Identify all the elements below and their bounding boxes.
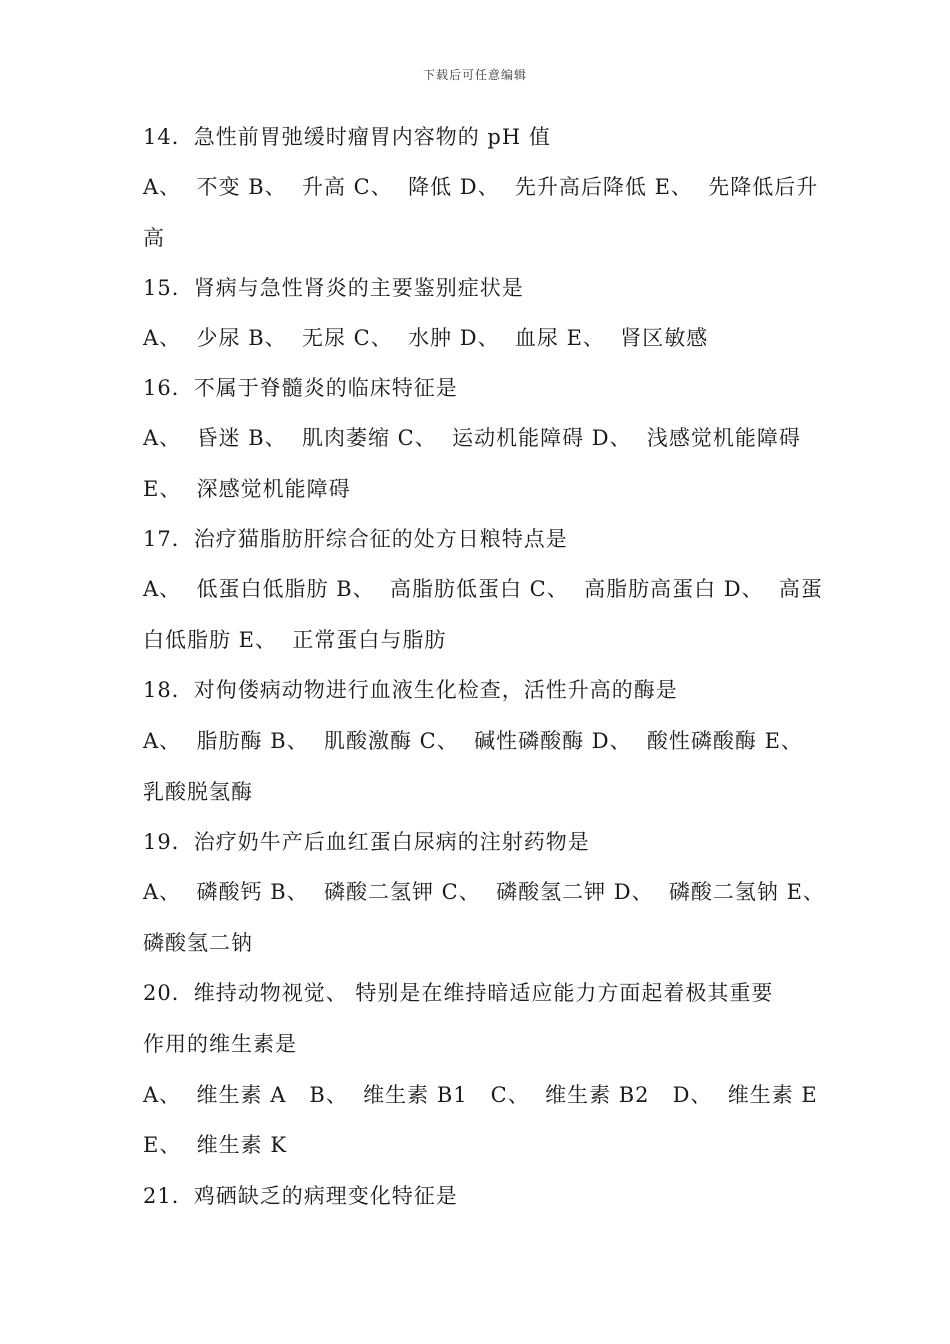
question-20-options: A、 维生素 A B、 维生素 B1 C、 维生素 B2 D、 维生素 E <box>143 1083 818 1107</box>
question-14-options: A、 不变 B、 升高 C、 降低 D、 先升高后降低 E、 先降低后升 <box>143 175 819 199</box>
question-19-stem: 19．治疗奶牛产后血红蛋白尿病的注射药物是 <box>143 830 590 854</box>
question-20-stem: 20．维持动物视觉、 特别是在维持暗适应能力方面起着极其重要 <box>143 981 774 1005</box>
question-14-options-cont: 高 <box>143 226 165 250</box>
question-19-options-cont: 磷酸氢二钠 <box>143 931 253 955</box>
question-17-options: A、 低蛋白低脂肪 B、 高脂肪低蛋白 C、 高脂肪高蛋白 D、 高蛋 <box>143 577 823 601</box>
question-17-options-cont: 白低脂肪 E、 正常蛋白与脂肪 <box>143 628 447 652</box>
question-18-options-cont: 乳酸脱氢酶 <box>143 780 253 804</box>
question-18-stem: 18．对佝偻病动物进行血液生化检查，活性升高的酶是 <box>143 678 678 702</box>
question-15-options: A、 少尿 B、 无尿 C、 水肿 D、 血尿 E、 肾区敏感 <box>143 326 709 350</box>
question-20-stem-cont: 作用的维生素是 <box>143 1032 297 1056</box>
question-16-stem: 16．不属于脊髓炎的临床特征是 <box>143 376 458 400</box>
question-14-stem: 14．急性前胃弛缓时瘤胃内容物的 pH 值 <box>143 125 551 149</box>
question-18-options: A、 脂肪酶 B、 肌酸激酶 C、 碱性磷酸酶 D、 酸性磷酸酶 E、 <box>143 729 803 753</box>
question-20-options-cont: E、 维生素 K <box>143 1133 288 1157</box>
question-16-options-cont: E、 深感觉机能障碍 <box>143 477 351 501</box>
question-15-stem: 15．肾病与急性肾炎的主要鉴别症状是 <box>143 276 524 300</box>
question-21-stem: 21．鸡硒缺乏的病理变化特征是 <box>143 1184 458 1208</box>
page-header: 下载后可任意编辑 <box>422 68 527 82</box>
question-17-stem: 17．治疗猫脂肪肝综合征的处方日粮特点是 <box>143 527 568 551</box>
question-19-options: A、 磷酸钙 B、 磷酸二氢钾 C、 磷酸氢二钾 D、 磷酸二氢钠 E、 <box>143 880 825 904</box>
question-16-options: A、 昏迷 B、 肌肉萎缩 C、 运动机能障碍 D、 浅感觉机能障碍 <box>143 426 801 450</box>
